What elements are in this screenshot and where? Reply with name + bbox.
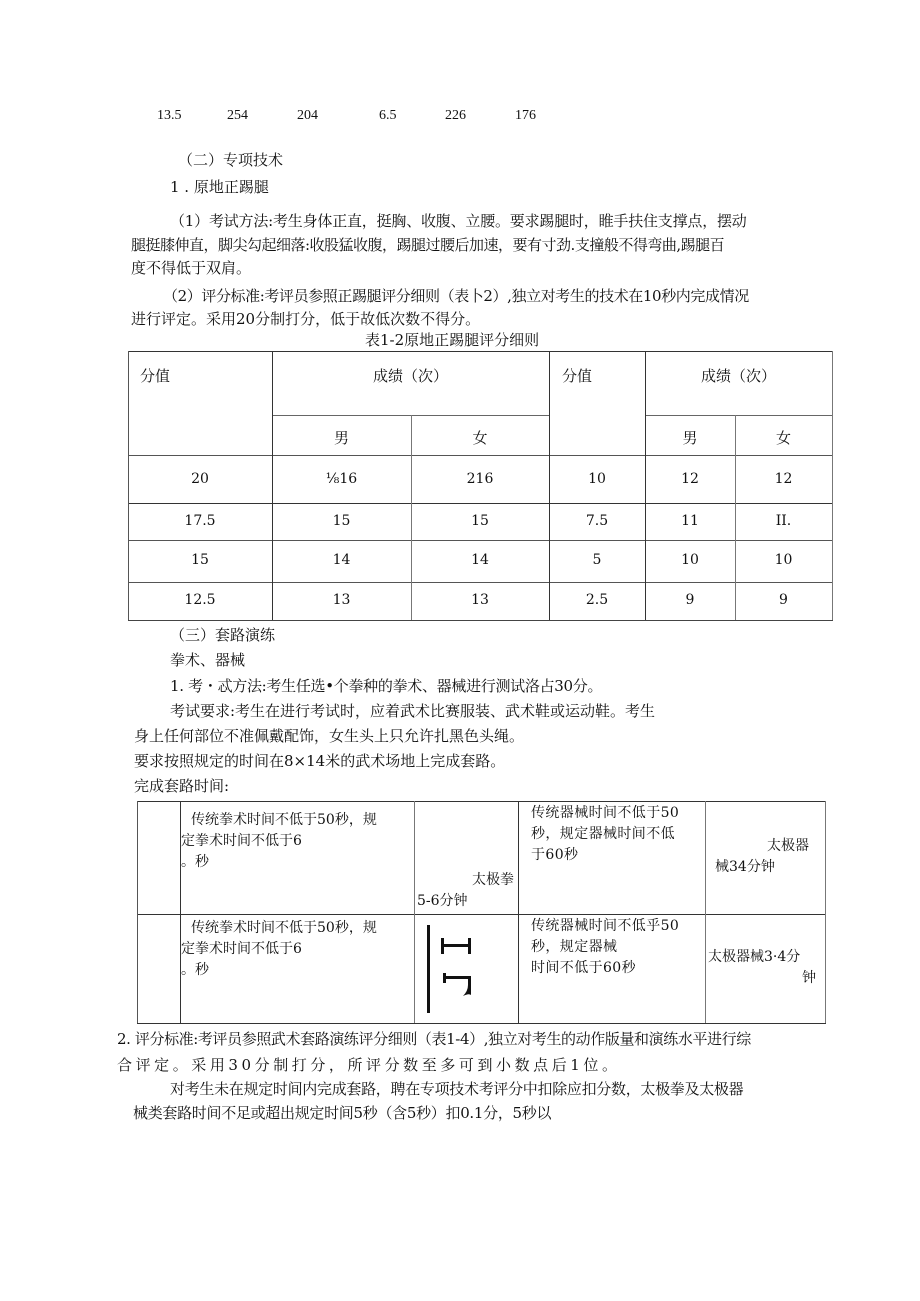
paragraph-line: （2）评分标准:考评员参照正踢腿评分细则（表卜2）,独立对考生的技术在10秒内完成情况 [163, 287, 749, 305]
top-row-value: 226 [445, 108, 466, 123]
exam-requirement-line: 要求按照规定的时间在8×14米的武术场地上完成套路。 [134, 752, 506, 770]
table-cell: 216 [466, 471, 494, 487]
paragraph-line: 度不得低于双肩。 [131, 259, 252, 277]
table-cell: 15 [471, 513, 489, 529]
exam-requirement-line: 身上任何部位不准佩戴配饰，女生头上只允许扎黑色头绳。 [134, 727, 525, 745]
table-cell: 17.5 [184, 513, 216, 529]
traditional-weapons-time-cell [531, 916, 679, 979]
header-result-right: 成绩（次） [700, 367, 776, 385]
header-male-right: 男 [682, 429, 698, 447]
table-cell: 10 [774, 552, 793, 568]
header-female-right: 女 [775, 429, 791, 447]
routine-time-label: 完成套路时间: [134, 777, 230, 795]
cell-line: 定拳术时间不低于6 [181, 833, 302, 849]
table-cell: ⅛16 [325, 471, 358, 487]
section-heading-special-technique: （二）专项技术 [178, 151, 284, 169]
table-cell: 14 [471, 552, 489, 568]
paragraph-line: （1）考试方法:考生身体正直，挺胸、收腹、立腰。要求踢腿时，睢手扶住支撑点，摆动 [170, 212, 747, 230]
table-cell: 7.5 [585, 513, 609, 529]
top-row-value: 176 [515, 108, 536, 123]
header-female-left: 女 [472, 429, 488, 447]
traditional-boxing-time-cell [181, 918, 377, 981]
sub-heading-boxing-weapons: 拳术、器械 [170, 651, 246, 669]
table-cell: 12 [681, 471, 699, 487]
table-cell: 15 [332, 513, 351, 529]
table-cell: 14 [332, 552, 351, 568]
cell-line: 传统器械时间不低于50 [531, 805, 680, 821]
cell-line: 定拳术时间不低于6 [181, 941, 302, 957]
table-cell: 12.5 [184, 592, 216, 608]
cell-line: 传统拳术时间不低于50秒，规 [191, 812, 377, 828]
table-cell: 13 [332, 592, 351, 608]
table-cell: 10 [588, 471, 606, 487]
front-kick-score-table [128, 351, 832, 620]
cell-line: 太极器 [767, 838, 809, 854]
header-score-left: 分值 [140, 367, 171, 385]
cell-line: 5-6分钟 [417, 893, 468, 909]
scoring-standard-line: 合 评 定 。 采 用 3 0 分 制 打 分 ， 所 评 分 数 至 多 可 到 小 数 点 后 1 位 。 [117, 1056, 617, 1074]
time-deduction-line: 对考生未在规定时间内完成套路，聘在专项技术考评分中扣除应扣分数，太极拳及太极器 [170, 1080, 744, 1098]
table-cell: 9 [779, 592, 788, 608]
taiji-weapons-time-cell [709, 836, 809, 878]
table-cell: II. [775, 513, 792, 529]
top-row-value: 6.5 [379, 108, 397, 123]
table-cell: 9 [685, 592, 695, 608]
table-cell: 10 [681, 552, 699, 568]
table-cell: 15 [191, 552, 209, 568]
table-cell: 2.5 [585, 592, 609, 608]
cell-line: 秒，规定器械 [531, 939, 618, 955]
exam-method-line: 1. 考・忒方法:考生任选•个拳种的拳术、器械进行测试洛占30分。 [170, 677, 603, 695]
header-result-left: 成绩（次） [372, 367, 448, 385]
routine-time-table [137, 801, 825, 1023]
cell-line: 于60秒 [531, 847, 579, 863]
exam-requirement-line: 考试要求:考生在进行考试时，应着武术比赛服装、武术鞋或运动鞋。考生 [170, 702, 656, 720]
cell-line: 传统器械时间不低乎50 [531, 918, 680, 934]
item-title-front-kick: 1 . 原地正踢腿 [170, 178, 269, 196]
paragraph-line: 腿挺膝伸直，脚尖勾起细落:收股猛收腹，踢腿过腰后加速，要有寸劲.支撞般不得弯曲,踢腿百 [131, 236, 725, 254]
scoring-standard-line: 2. 评分标准:考评员参照武术套路演练评分细则（表1-4）,独立对考生的动作版量和演练水平进行综 [117, 1030, 751, 1048]
cell-line: 太极器械3·4分 [708, 949, 801, 965]
cell-line: 时间不低于60秒 [531, 960, 637, 976]
table-cell: 13 [471, 592, 489, 608]
section-heading-routine-practice: （三）套路演练 [170, 626, 276, 644]
time-deduction-line: 械类套路时间不足或超出规定时间5秒（含5秒）扣0.1分，5秒以 [133, 1104, 552, 1122]
header-score-right: 分值 [562, 367, 593, 385]
traditional-weapons-time-cell [531, 803, 679, 866]
table-cell: 12 [774, 471, 793, 487]
cell-line: 传统拳术时间不低于50秒，规 [191, 920, 377, 936]
top-row-value: 254 [227, 108, 248, 123]
taiji-weapons-time-cell [708, 947, 816, 989]
top-row-value: 204 [297, 108, 318, 123]
cell-line: 秒，规定器械时间不低 [531, 826, 675, 842]
cell-line: 钟 [802, 970, 816, 986]
paragraph-line: 进行评定。采用20分制打分，低于故低次数不得分。 [131, 310, 481, 328]
table-caption: 表1-2原地正踢腿评分细则 [365, 331, 540, 349]
cell-line: 太极拳 [472, 872, 514, 888]
table-cell: 11 [681, 513, 699, 529]
taiji-boxing-time-cell [417, 870, 514, 912]
header-male-left: 男 [333, 429, 349, 447]
cell-line: 械34分钟 [715, 859, 775, 875]
cell-line: 。秒 [181, 854, 209, 870]
top-row-value: 13.5 [157, 108, 182, 123]
rotated-character-glyph-icon [427, 925, 477, 1015]
cell-line: 。秒 [181, 962, 209, 978]
traditional-boxing-time-cell [181, 810, 377, 873]
table-cell: 5 [592, 552, 602, 568]
table-cell: 20 [191, 471, 209, 487]
